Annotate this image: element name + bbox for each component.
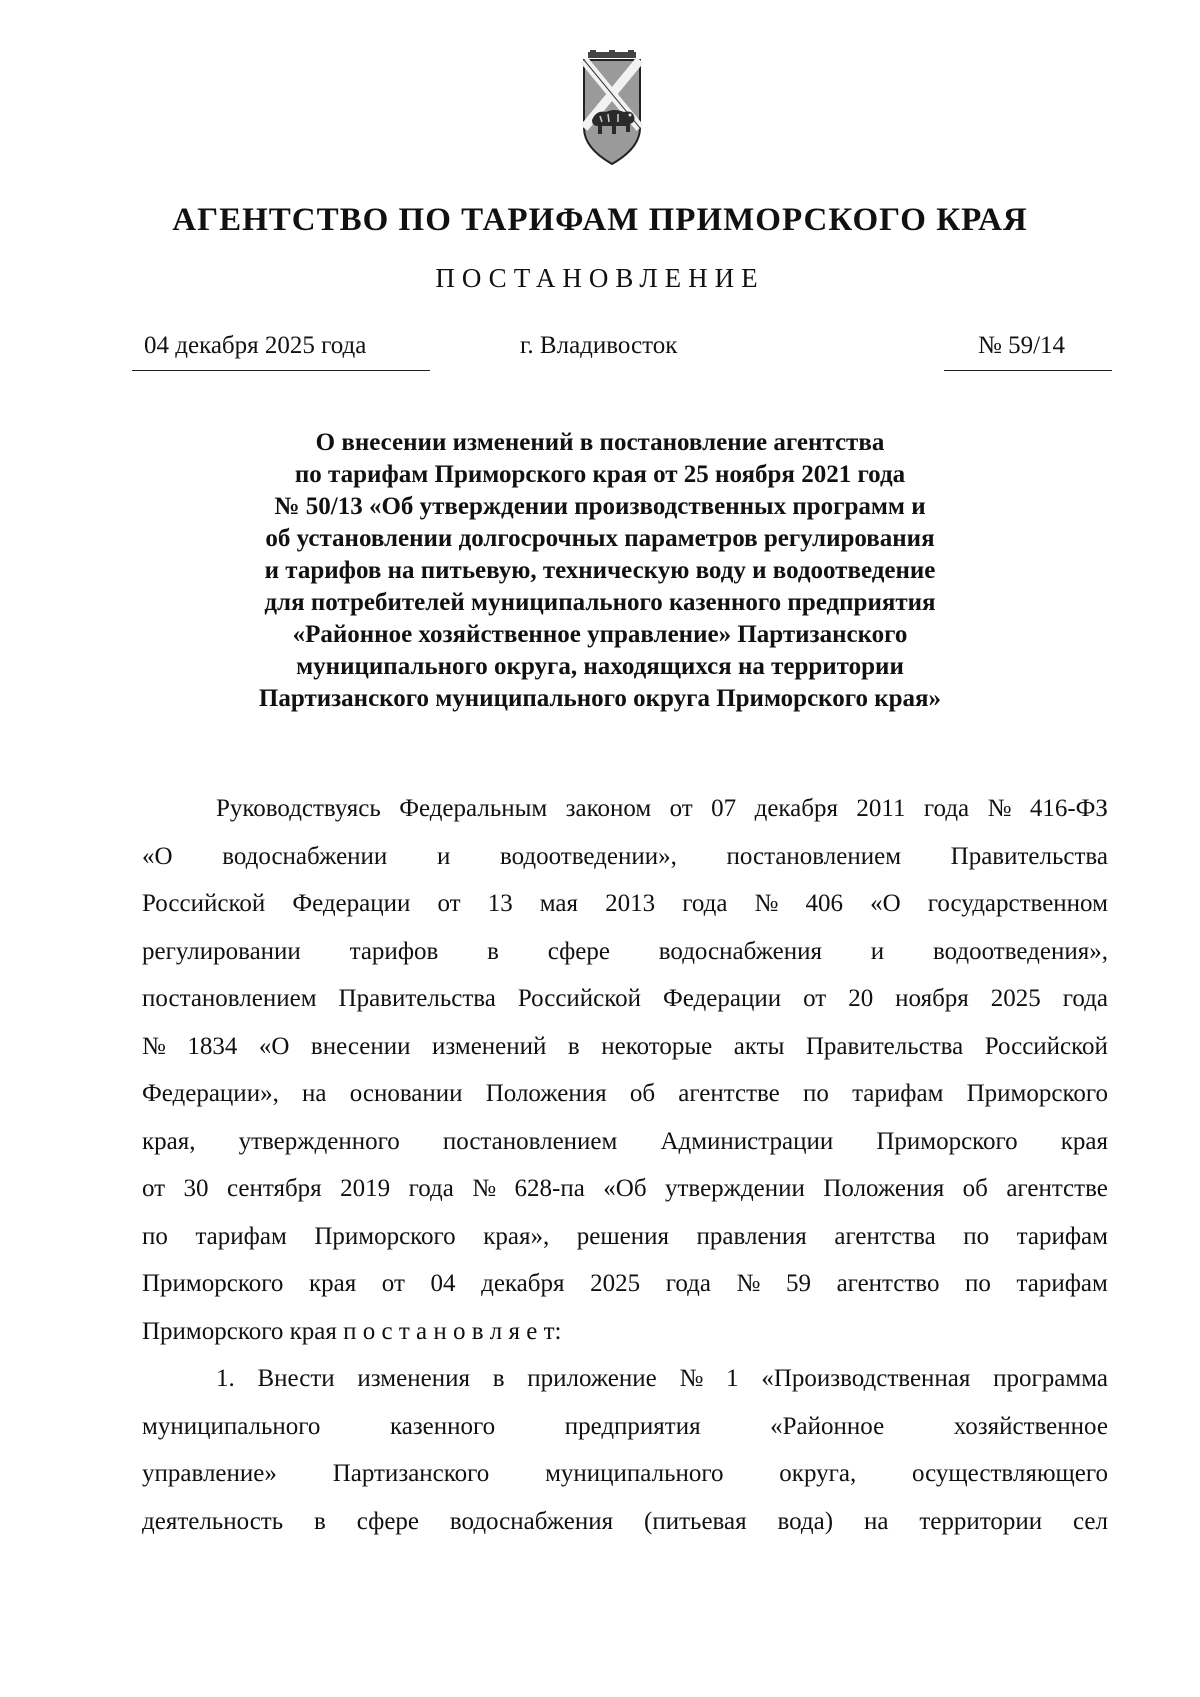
word: территории [919, 1507, 1043, 1535]
word: «О [142, 842, 173, 870]
primorsky-krai-coat-of-arms-icon [578, 50, 646, 166]
subject-line: Партизанского муниципального округа Приморского края» [258, 685, 942, 712]
word: Российской [517, 985, 642, 1012]
word: № [472, 1175, 497, 1202]
word: по [965, 1270, 991, 1297]
word: и [870, 937, 885, 965]
word: «О [870, 890, 901, 917]
word: (питьевая [644, 1507, 747, 1535]
document-city: г. Владивосток [520, 332, 678, 359]
word: агентстве [678, 1080, 780, 1107]
agency-title: АГЕНТСТВО ПО ТАРИФАМ ПРИМОРСКОГО КРАЯ [172, 202, 1028, 238]
item1-line [142, 1450, 1108, 1498]
word: водоснабжения [449, 1507, 614, 1535]
document-type: ПОСТАНОВЛЕНИЕ [435, 263, 765, 293]
item1-line [142, 1355, 1108, 1403]
word: сел [1073, 1507, 1108, 1535]
word: 1834 [187, 1032, 238, 1060]
preamble-line [142, 1118, 1108, 1166]
word: государственном [927, 890, 1108, 917]
word: водоотведении», [499, 842, 677, 870]
number-underline [944, 370, 1112, 371]
word: некоторые [601, 1032, 713, 1060]
word: 2019 [340, 1175, 391, 1202]
word: Руководствуясь [216, 795, 381, 822]
word: осуществляющего [912, 1460, 1108, 1487]
word: мая [539, 890, 579, 917]
word: года [682, 890, 728, 917]
subject-line: муниципального округа, находящихся на территории [296, 653, 904, 680]
word: Приморского [966, 1080, 1108, 1107]
word: предприятия [564, 1412, 701, 1440]
word: агентства [834, 1222, 936, 1250]
preamble-line: Приморского края п о с т а н о в л я е т: [142, 1317, 562, 1345]
word: «Производственная [761, 1365, 971, 1392]
word: от [669, 795, 693, 822]
subject-line: по тарифам Приморского края от 25 ноября 2021 года [294, 461, 906, 488]
word: года [408, 1175, 454, 1202]
word: Российской [984, 1032, 1108, 1060]
word: муниципального [545, 1460, 724, 1487]
item1-line [142, 1403, 1108, 1451]
word: сфере [547, 937, 610, 965]
preamble-line [142, 928, 1108, 976]
word: № [736, 1270, 761, 1297]
word: «О [258, 1032, 290, 1060]
word: постановлением [142, 985, 317, 1012]
word: Администрации [660, 1127, 834, 1155]
word: изменений [431, 1032, 547, 1060]
word: законом [565, 795, 652, 822]
subject-line: О внесении изменений в постановление агентства [315, 429, 885, 456]
word: Правительства [338, 985, 496, 1012]
word: утверждении [665, 1175, 805, 1202]
word: 04 [430, 1270, 456, 1297]
preamble-line [142, 880, 1108, 928]
word: 59 [785, 1270, 811, 1297]
word: декабря [754, 795, 838, 822]
word: 1. [216, 1365, 235, 1392]
word: края», [483, 1222, 550, 1250]
preamble-line [142, 833, 1108, 881]
word: 07 [711, 795, 737, 822]
word: основании [349, 1080, 463, 1107]
word: тарифам [1016, 1222, 1108, 1250]
word: № [679, 1365, 704, 1392]
word: правления [696, 1222, 807, 1250]
word: Федерации [663, 985, 782, 1012]
word: Правительства [805, 1032, 964, 1060]
word: № [754, 890, 779, 917]
word: вода) [777, 1507, 834, 1535]
word: Федерации [292, 890, 411, 917]
word: тарифам [1016, 1270, 1108, 1297]
word: Правительства [950, 842, 1108, 870]
word: от [142, 1175, 166, 1202]
word: утвержденного [238, 1127, 400, 1155]
document-date: 04 декабря 2025 года [144, 332, 367, 359]
word: Положения [485, 1080, 607, 1107]
word: регулировании [142, 937, 301, 965]
word: года [1062, 985, 1108, 1012]
word: деятельность [142, 1507, 284, 1535]
word: агентстве [1006, 1175, 1108, 1202]
preamble-line [142, 1070, 1108, 1118]
word: года [665, 1270, 711, 1297]
word: агентство [836, 1270, 940, 1297]
word: по [963, 1222, 990, 1250]
subject-line: об установлении долгосрочных параметров регулирования [265, 525, 935, 552]
word: 2011 [856, 795, 906, 822]
word: от [437, 890, 461, 917]
date-underline [132, 370, 430, 371]
word: внесении [310, 1032, 411, 1060]
word: года [923, 795, 970, 822]
word: приложение [527, 1365, 657, 1392]
word: Положения [823, 1175, 945, 1202]
subject-block [150, 427, 1050, 715]
word: по [142, 1222, 168, 1250]
word: 406 [805, 890, 843, 917]
word: 20 [848, 985, 874, 1012]
document-number: № 59/14 [978, 332, 1066, 359]
word: 628-па [514, 1175, 585, 1202]
word: постановлением [442, 1127, 618, 1155]
word: декабря [481, 1270, 565, 1297]
subject-line: для потребителей муниципального казенного предприятия [264, 589, 936, 616]
word: водоснабжения [658, 937, 823, 965]
word: Приморского [142, 1270, 284, 1297]
word: в [567, 1032, 580, 1060]
word: 30 [183, 1175, 209, 1202]
word: округа, [779, 1460, 857, 1487]
word: в [314, 1507, 326, 1535]
word: казенного [389, 1412, 496, 1440]
word: акты [733, 1032, 785, 1060]
word: сфере [356, 1507, 420, 1535]
word: Приморского [876, 1127, 1018, 1155]
word: 2025 [590, 1270, 641, 1297]
preamble-line [142, 1260, 1108, 1308]
word: на [302, 1080, 327, 1107]
word: 13 [487, 890, 513, 917]
word: муниципального [142, 1412, 321, 1440]
word: Внести [257, 1365, 335, 1392]
word: тарифов [349, 937, 439, 965]
word: Партизанского [332, 1460, 490, 1487]
word: «Об [603, 1175, 647, 1202]
preamble-line [142, 1023, 1108, 1071]
preamble-line [142, 785, 1108, 833]
word: № [987, 795, 1012, 822]
word: ноября [895, 985, 969, 1012]
word: 2025 [990, 985, 1041, 1012]
word: хозяйственное [953, 1412, 1108, 1440]
word: «Районное [770, 1412, 885, 1440]
word: края [1060, 1127, 1108, 1155]
item1-line [142, 1498, 1108, 1546]
word: программа [993, 1365, 1108, 1392]
word: края, [142, 1127, 196, 1155]
subject-line: «Районное хозяйственное управление» Партизанского [292, 621, 908, 648]
subject-line: № 50/13 «Об утверждении производственных программ и [274, 493, 926, 520]
word: тарифам [195, 1222, 287, 1250]
word: постановлением [726, 842, 902, 870]
preamble-line [142, 1213, 1108, 1261]
word: Российской [142, 890, 266, 917]
word: в [487, 937, 499, 965]
body-text [142, 785, 1108, 1545]
word: на [863, 1507, 889, 1535]
word: Федерации», [142, 1080, 279, 1107]
word: управление» [142, 1460, 277, 1487]
word: изменения [357, 1365, 470, 1392]
word: Приморского [314, 1222, 456, 1250]
word: водоотведения», [932, 937, 1108, 965]
word: по [802, 1080, 829, 1107]
word: решения [576, 1222, 669, 1250]
subject-line: и тарифов на питьевую, техническую воду и водоотведение [264, 557, 936, 584]
word: об [962, 1175, 988, 1202]
word: Федеральным [399, 795, 548, 822]
word: 1 [726, 1365, 739, 1392]
word: 416-ФЗ [1029, 795, 1108, 822]
word: и [436, 842, 451, 870]
word: водоснабжении [222, 842, 388, 870]
word: сентября [226, 1175, 322, 1202]
word: от [803, 985, 827, 1012]
word: об [629, 1080, 656, 1107]
preamble-line [142, 975, 1108, 1023]
word: края [308, 1270, 357, 1297]
word: тарифам [852, 1080, 944, 1107]
word: в [492, 1365, 505, 1392]
word: от [381, 1270, 405, 1297]
word: № [142, 1032, 166, 1060]
word: 2013 [605, 890, 656, 917]
preamble-line [142, 1165, 1108, 1213]
